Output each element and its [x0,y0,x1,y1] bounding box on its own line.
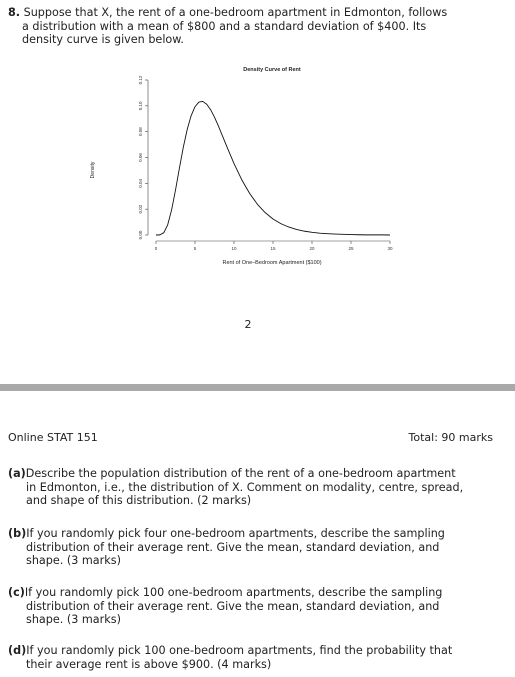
y-tick-label: 0.08 [138,127,143,137]
question-line [8,6,508,20]
density-chart [90,62,410,272]
x-tick-label: 25 [348,246,354,251]
y-tick-label: 0.00 [138,230,143,240]
x-tick-label: 0 [154,246,158,251]
part-line: their average rent is above $900. (4 marks) [26,657,272,671]
y-axis-label: Density [90,161,96,179]
x-axis-label: Rent of One–Bedroom Apartment ($100) [222,260,322,266]
x-tick-label: 30 [387,246,393,251]
y-tick-label: 0.06 [138,153,143,162]
density-curve-line [156,101,390,235]
part-c [8,586,508,627]
part-b [8,527,508,568]
page-number: 2 [244,318,252,331]
part-line [8,527,508,541]
y-tick-label: 0.12 [138,75,143,85]
part-text: Describe the population distribution of the rent of a one-bedroom apartment [25,467,456,480]
part-d [8,644,508,671]
part-line: and shape of this distribution. (2 marks) [26,494,252,508]
question-line: density curve is given below. [22,33,184,47]
axes-layer [138,75,393,251]
y-tick-label: 0.04 [138,178,143,188]
question-8 [8,6,508,47]
part-line: distribution of their average rent. Give the mean, standard deviation, and [26,599,440,613]
part-text: If you randomly pick four one-bedroom apartments, describe the sampling [26,527,445,540]
part-a [8,467,508,508]
part-text: If you randomly pick 100 one-bedroom apartments, find the probability that [26,644,453,657]
curve-layer [156,101,390,235]
part-label: (d) [8,644,27,657]
part-line [8,586,508,600]
y-tick-label: 0.10 [138,101,143,111]
page-separator [0,384,515,391]
part-text: If you randomly pick 100 one-bedroom apartments, describe the sampling [24,586,443,599]
question-text: Suppose that X, the rent of a one-bedroom apartment in Edmonton, follows [23,6,448,19]
part-label: (b) [8,527,27,540]
part-line [8,644,508,658]
question-number: 8. [8,6,21,19]
part-label: (a) [8,467,26,480]
total-marks: Total: 90 marks [408,431,493,444]
chart-title: Density Curve of Rent [243,67,301,73]
part-line [8,467,508,481]
x-tick-label: 10 [231,246,237,251]
x-tick-label: 15 [270,246,276,251]
question-line: a distribution with a mean of $800 and a standard deviation of $400. Its [22,19,427,33]
part-line: shape. (3 marks) [26,554,121,568]
part-line: shape. (3 marks) [26,613,121,627]
course-name: Online STAT 151 [8,431,98,444]
part-line: in Edmonton, i.e., the distribution of X. Comment on modality, centre, spread, [26,480,464,494]
x-tick-label: 20 [309,246,315,251]
y-tick-label: 0.02 [138,204,143,214]
part-line: distribution of their average rent. Give the mean, standard deviation, and [26,540,440,554]
x-tick-label: 5 [193,246,197,251]
part-label: (c) [8,586,25,599]
